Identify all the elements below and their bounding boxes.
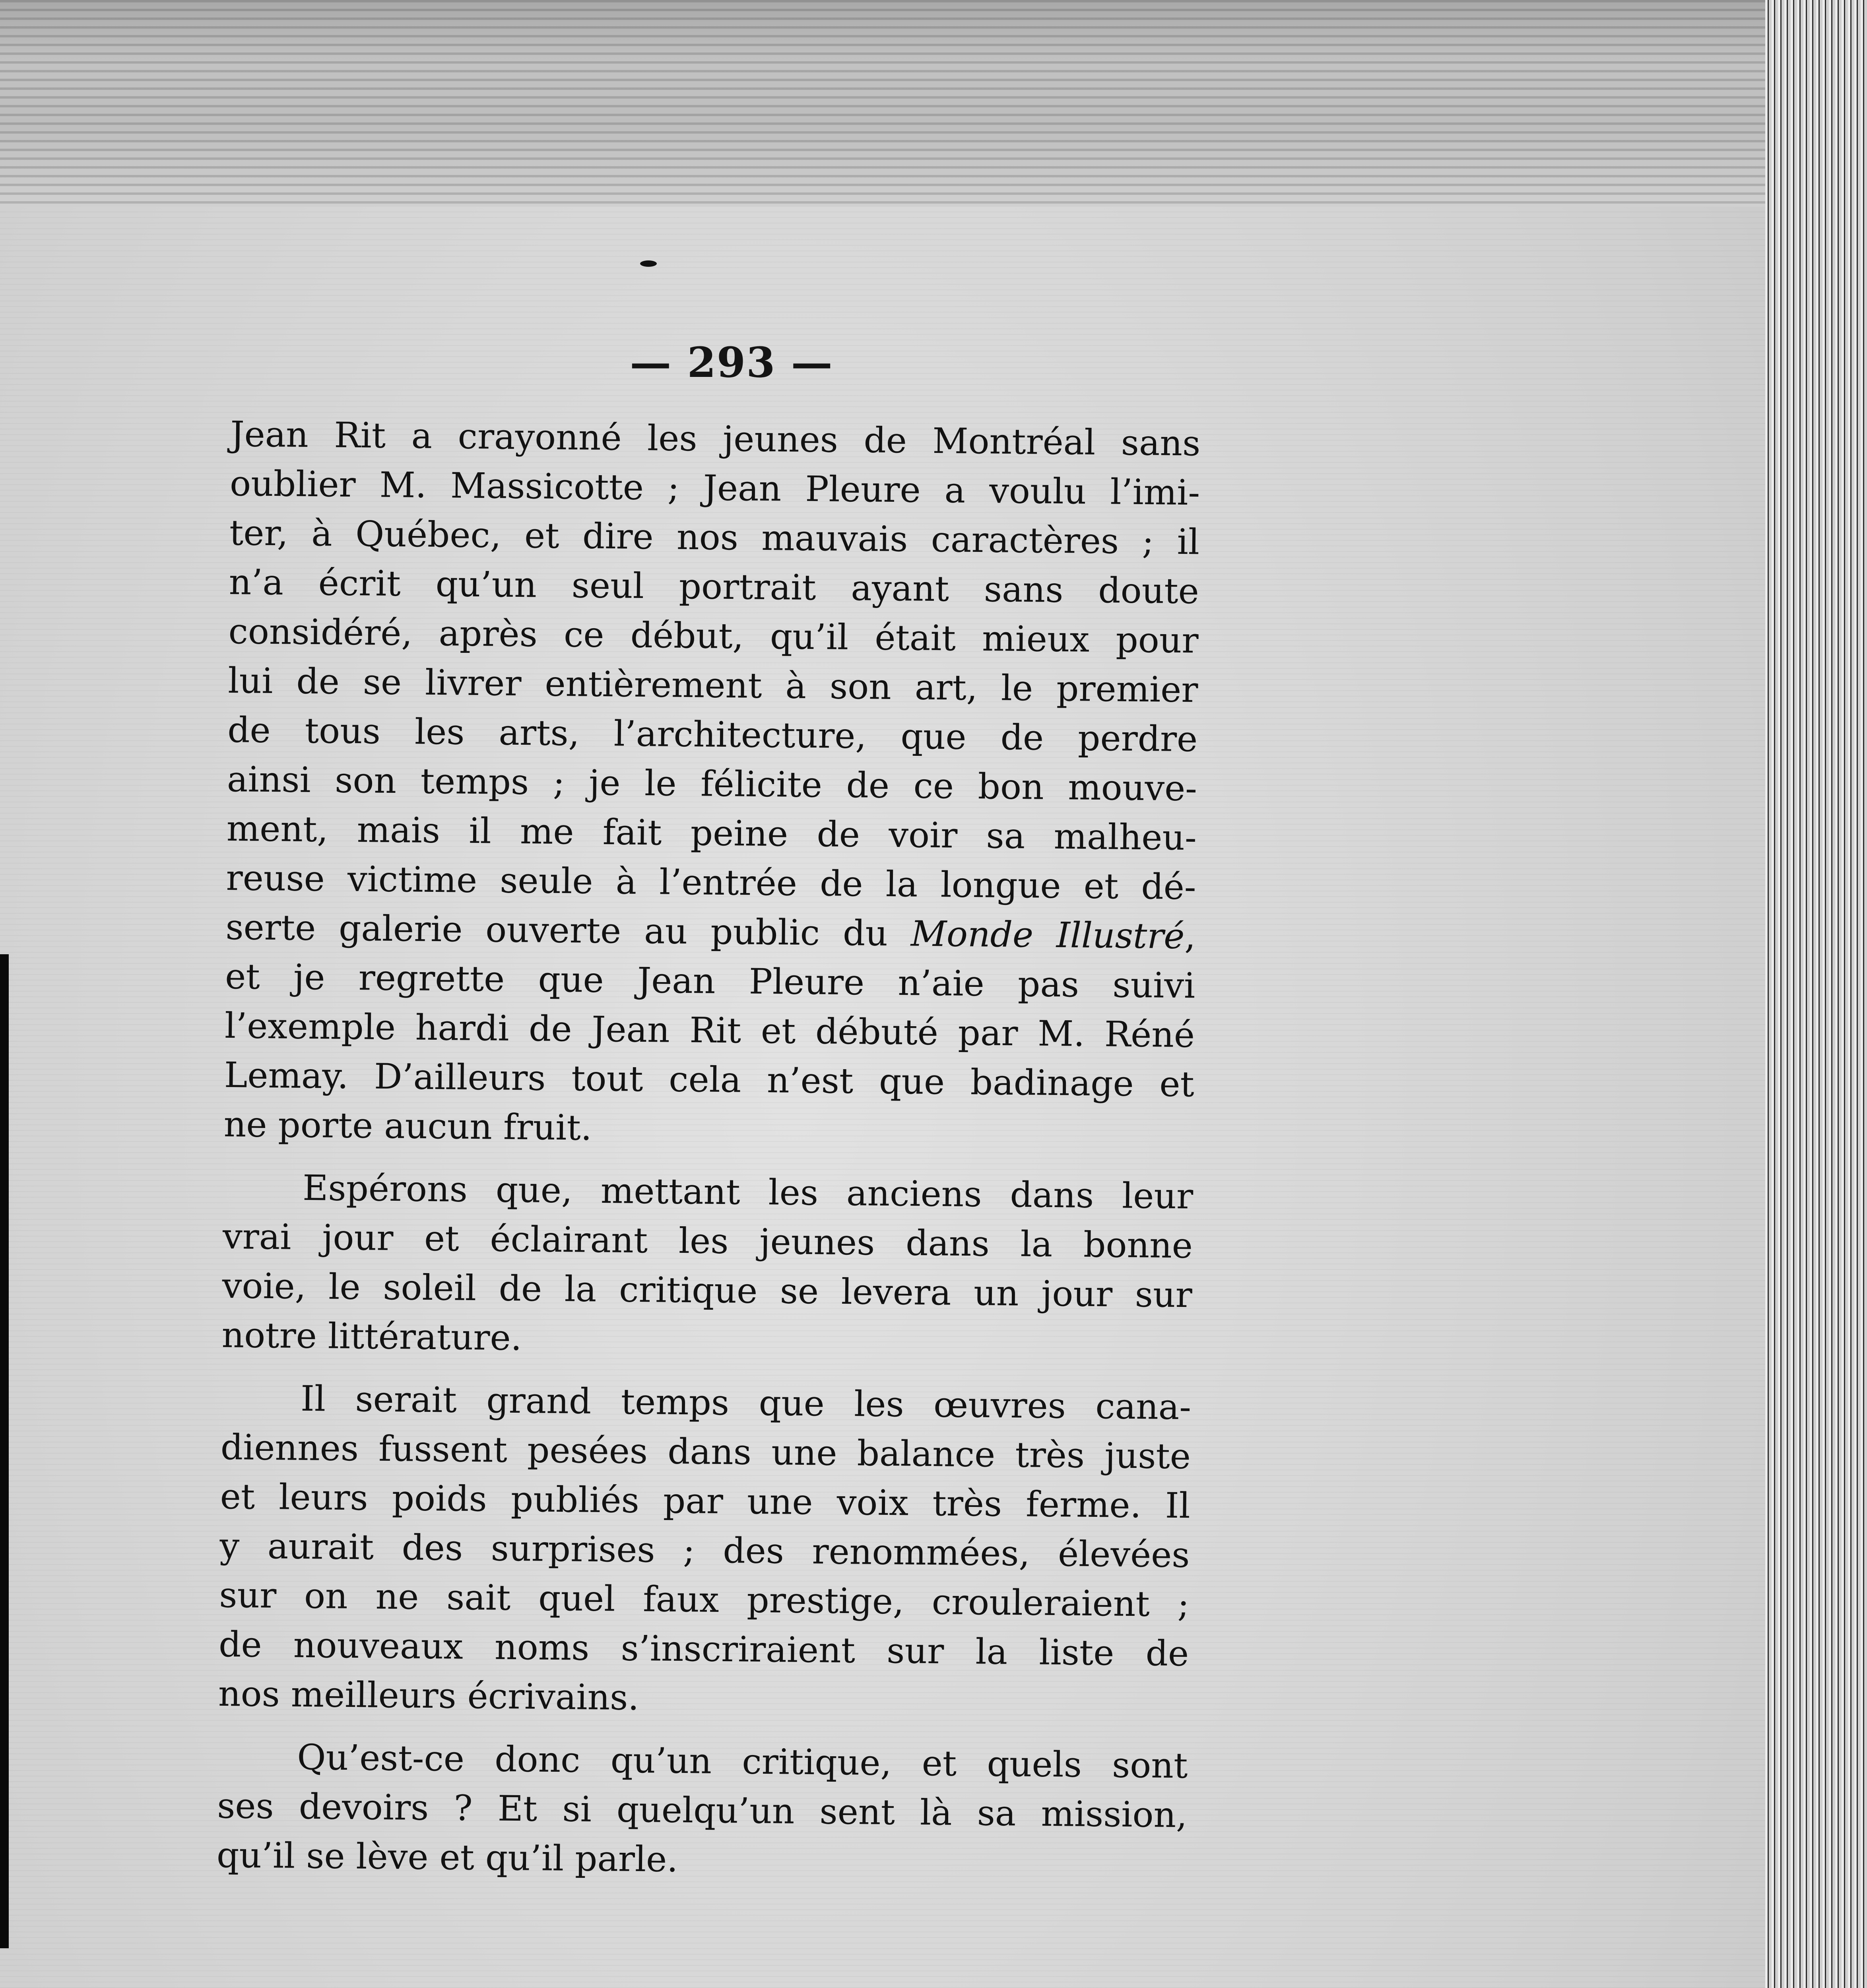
ink-speck [640,260,657,267]
text-line-with-italic [225,903,1196,961]
paragraph-1 [223,410,1201,1158]
text-line: diennes fussent pesées dans une balance très juste [220,1426,1191,1477]
text-line: Espérons que, mettant les anciens dans leur [302,1167,1194,1217]
text-line: y aurait des surprises ; des renommées, élevées [219,1525,1190,1576]
text-line: sur on ne sait quel faux prestige, crouleraient ; [219,1574,1190,1625]
text-line: voie, le soleil de la critique se levera un jour sur [222,1265,1193,1316]
left-binding-shadow [0,954,9,1948]
text-line: ter, à Québec, et dire nos mauvais caractères ; il [229,512,1200,563]
text-line: l’exemple hardi de Jean Rit et débuté par M. Réné [224,1005,1195,1056]
text-line: Il serait grand temps que les œuvres cana- [300,1378,1192,1428]
text-run: serte galerie ouverte au public du [225,906,911,954]
text-line: ne porte aucun fruit. [223,1103,592,1148]
text-line: Qu’est-ce donc qu’un critique, et quels sont [297,1736,1188,1786]
text-line: nos meilleurs écrivains. [218,1673,639,1718]
text-line: ment, mais il me fait peine de voir sa malheu- [226,808,1197,858]
text-line: ainsi son temps ; je le félicite de ce bon mouve- [227,758,1197,809]
text-line: qu’il se lève et qu’il parle. [216,1834,678,1880]
paragraph-3 [218,1373,1191,1728]
text-line: Jean Rit a crayonné les jeunes de Montréal sans [230,413,1201,464]
top-margin-smudge [0,0,1765,207]
text-line: considéré, après ce début, qu’il était mieux pour [228,610,1199,661]
paragraph-4 [217,1732,1188,1889]
text-run: , [1184,916,1196,957]
text-line: de nouveaux noms s’inscriraient sur la liste de [218,1623,1189,1674]
paragraph-2 [221,1163,1194,1369]
text-line: et je regrette que Jean Pleure n’aie pas suivi [225,955,1196,1006]
text-line: vrai jour et éclairant les jeunes dans la bonne [222,1215,1193,1266]
text-line: de tous les arts, l’architecture, que de perdre [227,709,1198,760]
text-line: reuse victime seule à l’entrée de la longue et dé- [226,857,1197,908]
stacked-page-edges [1765,0,1867,1988]
text-line: et leurs poids publiés par une voix très ferme. Il [220,1475,1191,1526]
publication-title: Monde Illustré [910,913,1185,957]
text-line: ses devoirs ? Et si quelqu’un sent là sa mission, [217,1785,1188,1836]
page-number: — 293 — [630,338,833,387]
text-line: Lemay. D’ailleurs tout cela n’est que badinage et [224,1054,1195,1105]
text-line: lui de se livrer entièrement à son art, le premier [227,660,1198,711]
text-line: notre littérature. [221,1314,522,1359]
body-text [216,410,1201,1903]
text-line: n’a écrit qu’un seul portrait ayant sans doute [229,561,1199,612]
text-line: oublier M. Massicotte ; Jean Pleure a voulu l’imi- [229,462,1200,513]
